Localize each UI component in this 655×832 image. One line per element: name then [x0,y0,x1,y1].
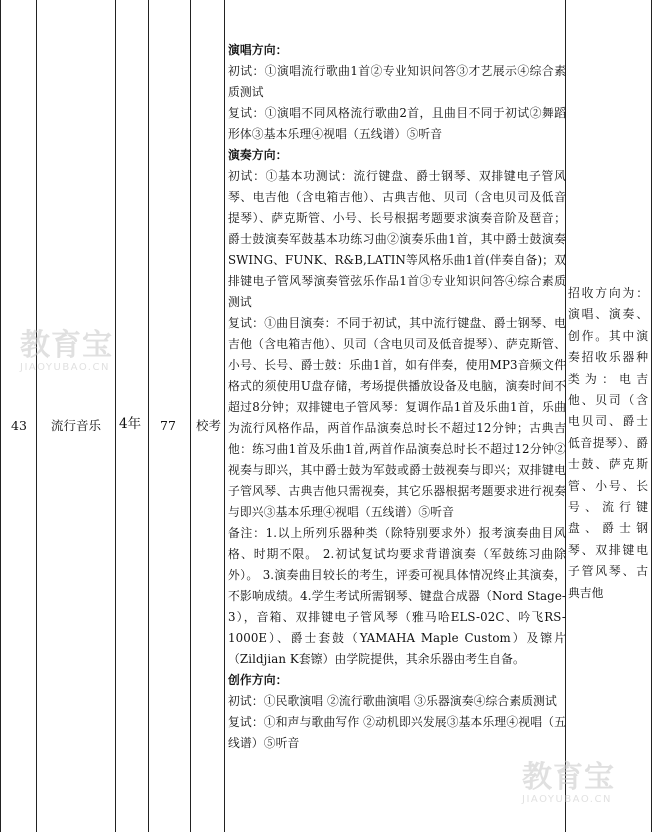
vocal-retest: 复试：①演唱不同风格流行歌曲2首，且曲目不同于初试②舞蹈形体③基本乐理④视唱（五线谱）⑤听音 [228,106,566,141]
col-border-left [0,0,1,832]
section-header-vocal: 演唱方向： [228,43,288,57]
watermark-brand-left: 教育宝 [20,328,113,363]
col-border-1 [36,0,37,832]
watermark-domain-right: JIAOYUBAO.CN [522,794,612,805]
major-name: 流行音乐 [51,418,102,433]
remarks-cell: 招收方向为：演唱、演奏、创作。其中演奏招收乐器种类为：电吉他、贝司（含电贝司、爵士低音提琴）、爵士鼓、萨克斯管、小号、长号、流行键盘、爵士钢琴、双排键电子管风琴、古典吉他 [568,286,648,600]
watermark-brand-right: 教育宝 [522,760,615,795]
instrumental-retest: 复试：①曲目演奏：不同于初试，其中流行键盘、爵士钢琴、电吉他（含电箱吉他）、贝司（含电贝司及低音提琴）、萨克斯管、小号、长号、爵士鼓：乐曲1首，如有伴奏，使用MP3音频文件格式的须使用U盘存储，考场提供播放设备及电脑，演奏时间不超过8分钟；双排键电子管风琴：复调作品1首及乐曲1首，乐曲为流行风格作品，两首作品演奏总时长不超过12分钟；古典吉他：练习曲1首及乐曲1首,两首作品演奏总时长不超过12分钟②视奏与即兴，其中爵士鼓为军鼓或爵士鼓视奏与即兴；双排键电子管风琴、古典吉他只需视奏，其它乐器根据考题要求进行视奏与即兴③基本乐理④视唱（五线谱）⑤听音 [228,316,566,519]
composition-retest: 复试：①和声与歌曲写作 ②动机即兴发展③基本乐理④视唱（五线谱）⑤听音 [228,715,566,750]
study-duration: 4年 [119,416,142,432]
col-border-2 [115,0,116,832]
enrollment-quota: 77 [160,418,176,433]
watermark-right [522,762,615,805]
composition-preliminary: 初试：①民歌演唱 ②流行歌曲演唱 ③乐器演奏④综合素质测试 [228,694,557,708]
col-border-4 [190,0,191,832]
section-header-composition: 创作方向： [228,673,288,687]
section-header-instrumental: 演奏方向： [228,148,288,162]
col-border-5 [224,0,225,832]
instrumental-notes: 备注：1.以上所列乐器种类（除特别要求外）报考演奏曲目风格、时期不限。 2.初试复试均要求背谱演奏（军鼓练习曲除外）。 3.演奏曲目较长的考生，评委可视具体情况终止其演奏，不影响成绩。4.学生考试所需钢琴、键盘合成器（Nord Stage-3），音箱、双排键电子管风琴（雅马哈ELS-02C、吟飞RS-1000E）、爵士套鼓（YAMAHA Maple Custom）及镲片（Zildjian K套镲）由学院提供，其余乐器由考生自备。 [228,526,566,666]
vocal-preliminary: 初试：①演唱流行歌曲1首②专业知识问答③才艺展示④综合素质测试 [228,64,566,99]
exam-type: 校考 [196,418,222,433]
watermark-domain-left: JIAOYUBAO.CN [20,362,110,373]
row-number: 43 [11,418,27,433]
instrumental-preliminary: 初试：①基本功测试：流行键盘、爵士钢琴、双排键电子管风琴、电吉他（含电箱吉他）、古典吉他、贝司（含电贝司及低音提琴）、萨克斯管、小号、长号根据考题要求演奏音阶及琶音；爵士鼓演奏军鼓基本功练习曲②演奏乐曲1首，其中爵士鼓演奏SWING、FUNK、R&B,LATIN等风格乐曲1首(伴奏自备)；双排键电子管风琴演奏管弦乐作品1首③专业知识问答④综合素质测试 [228,169,566,309]
col-border-3 [148,0,149,832]
col-border-right [651,0,652,832]
exam-requirements [228,40,566,754]
watermark-left [20,330,113,373]
